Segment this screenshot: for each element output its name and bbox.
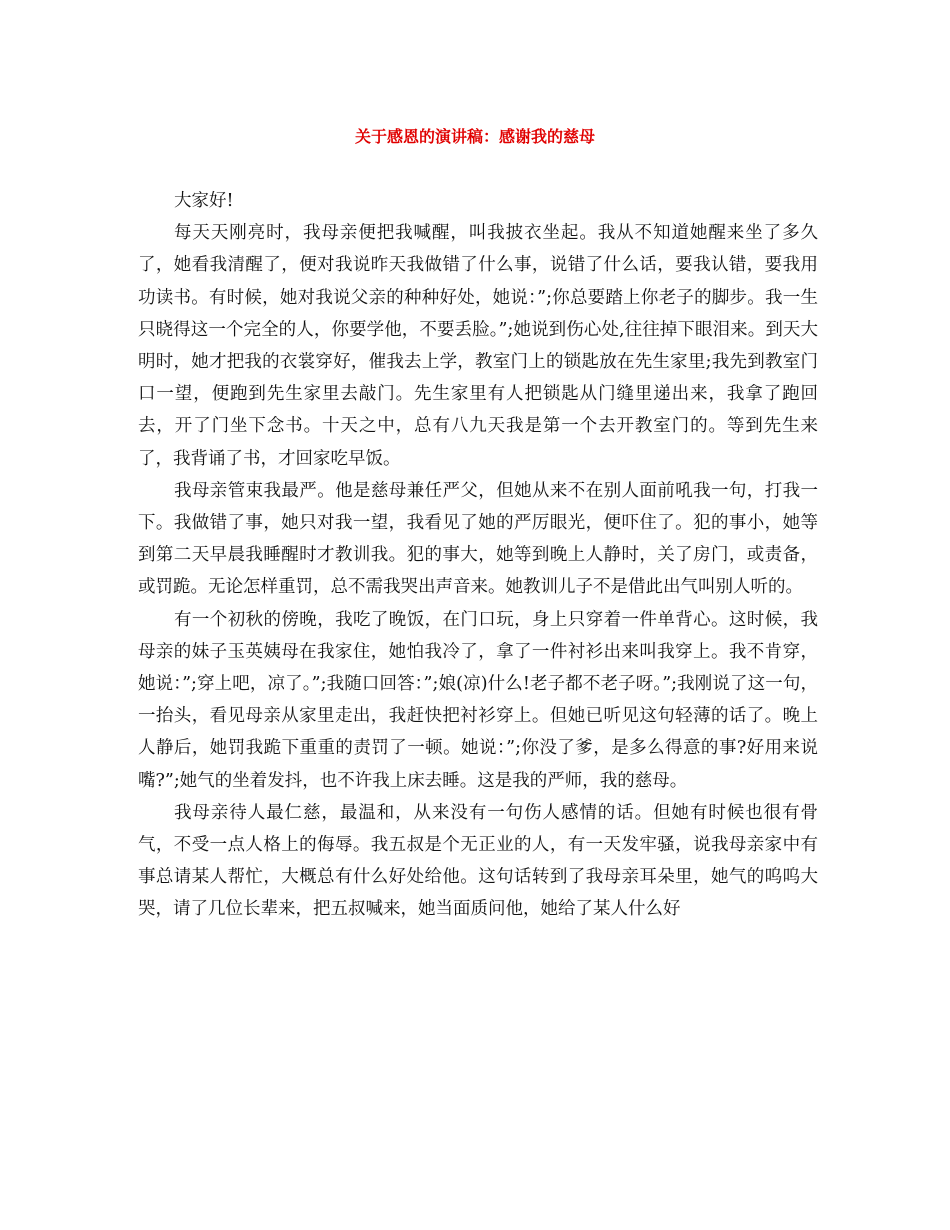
paragraph-greeting: 大家好! — [174, 191, 234, 211]
page-title: 关于感恩的演讲稿：感谢我的慈母 — [354, 127, 595, 146]
paragraph-4: 我母亲待人最仁慈，最温和，从来没有一句伤人感情的话。但她有时候也很有骨气，不受一点人格上的侮辱。我五叔是个无正业的人，有一天发牢骚，说我母亲家中有事总请某人帮忙，大概总有什么好处给他。这句话转到了我母亲耳朵里，她气的呜呜大哭，请了几位长辈来，把五叔喊来，她当面质问他，她给了某人什么好 — [138, 802, 818, 920]
document-body — [138, 185, 818, 926]
paragraph-3: 有一个初秋的傍晚，我吃了晚饭，在门口玩，身上只穿着一件单背心。这时候，我母亲的妹子玉英姨母在我家住，她怕我冷了，拿了一件衬衫出来叫我穿上。我不肯穿，她说：”;穿上吧，凉了。”;我随口回答：”;娘(凉)什么!老子都不老子呀。”;我刚说了这一句，一抬头，看见母亲从家里走出，我赶快把衬衫穿上。但她已听见这句轻薄的话了。晚上人静后，她罚我跪下重重的责罚了一顿。她说：”;你没了爹，是多么得意的事?好用来说嘴?”;她气的坐着发抖，也不许我上床去睡。这是我的严师，我的慈母。 — [138, 609, 818, 791]
paragraph-1: 每天天刚亮时，我母亲便把我喊醒，叫我披衣坐起。我从不知道她醒来坐了多久了，她看我清醒了，便对我说昨天我做错了什么事，说错了什么话，要我认错，要我用功读书。有时候，她对我说父亲的种种好处，她说：”;你总要踏上你老子的脚步。我一生只晓得这一个完全的人，你要学他，不要丢脸。”;她说到伤心处,往往掉下眼泪来。到天大明时，她才把我的衣裳穿好，催我去上学，教室门上的锁匙放在先生家里;我先到教室门口一望，便跑到先生家里去敲门。先生家里有人把锁匙从门缝里递出来，我拿了跑回去，开了门坐下念书。十天之中，总有八九天我是第一个去开教室门的。等到先生来了，我背诵了书，才回家吃早饭。 — [138, 223, 818, 469]
paragraph-2: 我母亲管束我最严。他是慈母兼任严父，但她从来不在别人面前吼我一句，打我一下。我做错了事，她只对我一望，我看见了她的严厉眼光，便吓住了。犯的事小，她等到第二天早晨我睡醒时才教训我。犯的事大，她等到晚上人静时，关了房门，或责备，或罚跪。无论怎样重罚，总不需我哭出声音来。她教训儿子不是借此出气叫别人听的。 — [138, 480, 818, 598]
